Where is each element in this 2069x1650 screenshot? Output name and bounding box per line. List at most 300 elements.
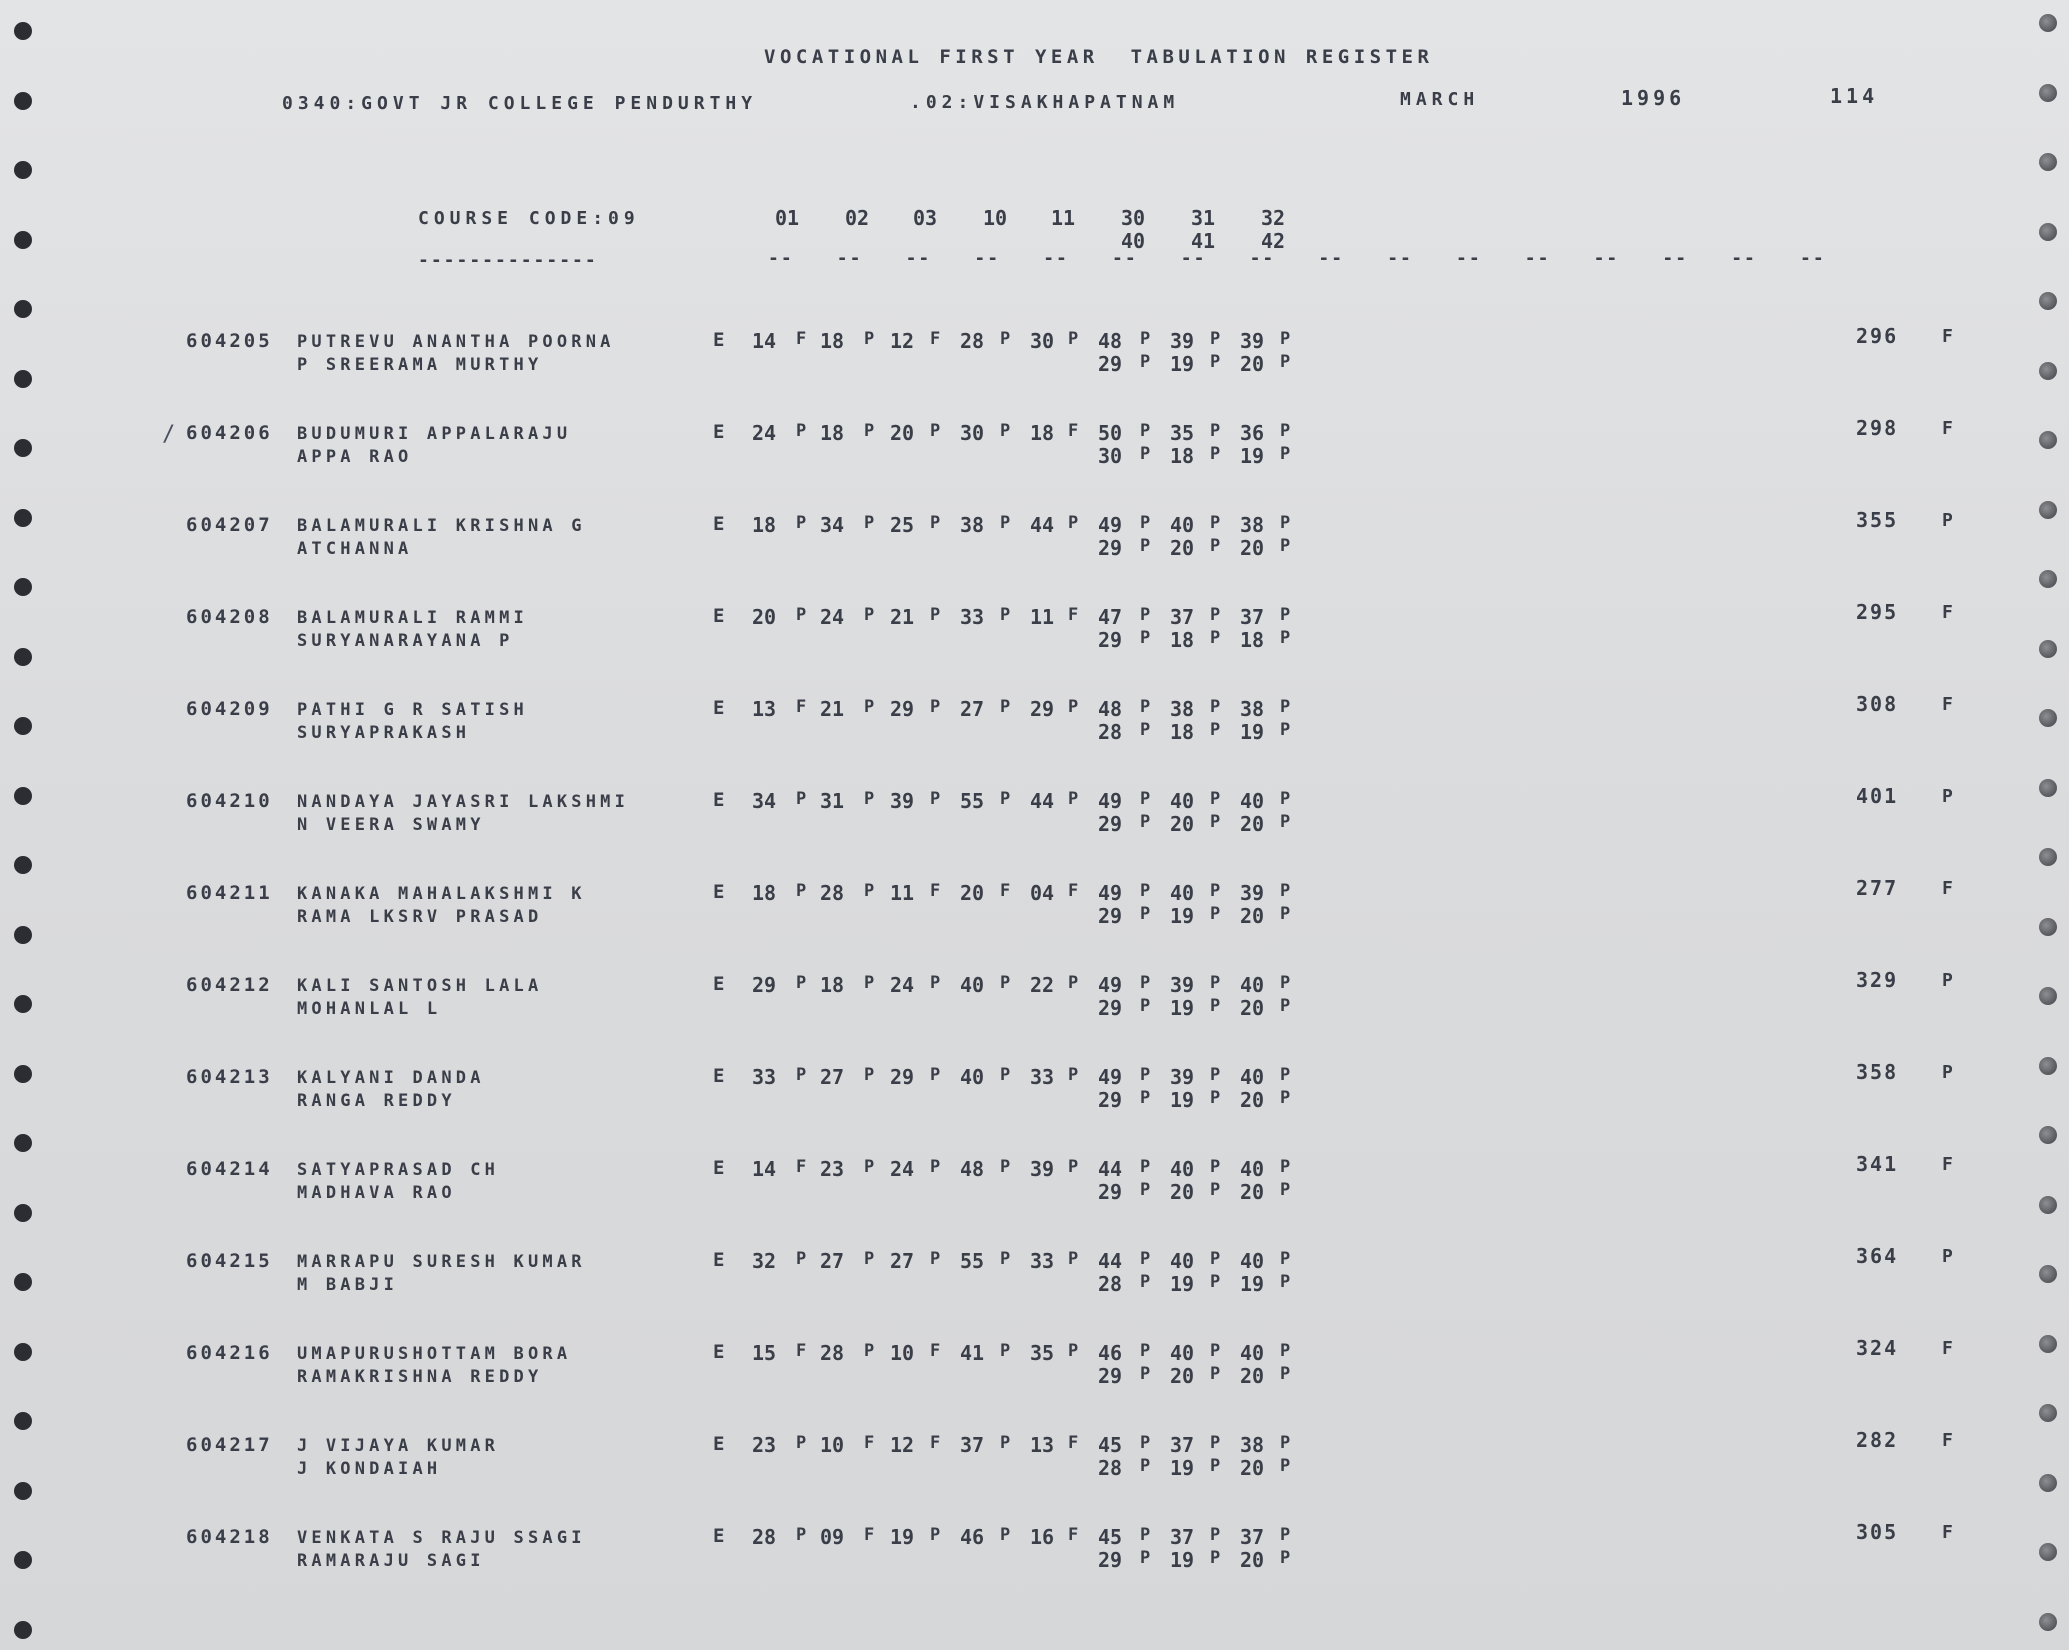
subject-mark: 34 (752, 789, 777, 813)
subject-mark: 20 (1240, 1548, 1265, 1572)
subject-status: P (1068, 1065, 1079, 1085)
subject-status: P (1280, 1157, 1291, 1177)
subject-mark: 19 (1240, 1272, 1265, 1296)
student-name: BALAMURALI KRISHNA G (297, 516, 586, 536)
table-row (0, 690, 2069, 750)
column-dash: -- (1387, 248, 1413, 269)
subject-status: P (1140, 628, 1151, 648)
subject-mark: 30 (1030, 329, 1055, 353)
student-name: MARRAPU SURESH KUMAR (297, 1252, 586, 1272)
subject-status: P (1140, 444, 1151, 464)
subject-mark: 18 (1170, 720, 1195, 744)
column-dash: -- (1112, 248, 1138, 269)
result-status: F (1942, 1522, 1953, 1543)
subject-status: P (1280, 1180, 1291, 1200)
father-name: APPA RAO (297, 447, 413, 467)
subject-mark: 20 (1240, 536, 1265, 560)
subject-mark: 38 (1170, 697, 1195, 721)
subject-status: P (1140, 904, 1151, 924)
student-name: PATHI G R SATISH (297, 700, 528, 720)
feed-hole (2039, 223, 2057, 241)
subject-status: P (1068, 1341, 1079, 1361)
subject-status: P (1210, 421, 1221, 441)
subject-mark: 29 (890, 697, 915, 721)
subject-mark: 39 (1030, 1157, 1055, 1181)
subject-status: P (1140, 536, 1151, 556)
subject-status: P (1280, 536, 1291, 556)
result-status: F (1942, 1154, 1953, 1175)
subject-mark: 18 (820, 973, 845, 997)
subject-code-02: 02 (844, 206, 870, 230)
column-dash: -- (1043, 248, 1069, 269)
subject-mark: 13 (1030, 1433, 1055, 1457)
subject-mark: 19 (1240, 720, 1265, 744)
subject-mark: 11 (890, 881, 915, 905)
subject-mark: 40 (1240, 973, 1265, 997)
student-name: BALAMURALI RAMMI (297, 608, 528, 628)
roll-number: 604215 (186, 1250, 273, 1272)
subject-status: P (1140, 1525, 1151, 1545)
subject-status: P (1280, 1341, 1291, 1361)
subject-status: F (930, 1341, 941, 1361)
subject-status: F (796, 329, 807, 349)
subject-status: P (1280, 628, 1291, 648)
subject-status: P (930, 605, 941, 625)
table-row (0, 414, 2069, 474)
page-number: 114 (1830, 84, 1879, 108)
column-dash: -- (1249, 248, 1276, 269)
subject-code-40: 40 (1120, 229, 1146, 253)
student-name: SATYAPRASAD CH (297, 1160, 500, 1180)
table-row (0, 1242, 2069, 1302)
feed-hole (14, 578, 32, 596)
column-dash: -- (1800, 248, 1826, 269)
subject-status: P (1210, 1065, 1221, 1085)
subject-mark: 39 (1240, 881, 1265, 905)
feed-hole (2039, 1126, 2057, 1144)
subject-status: P (1280, 1456, 1291, 1476)
subject-status: P (1068, 789, 1079, 809)
subject-status: P (1140, 881, 1151, 901)
medium-code: E (713, 1433, 725, 1455)
column-dash: -- (768, 248, 794, 269)
subject-mark: 48 (1098, 697, 1123, 721)
subject-mark: 18 (820, 421, 845, 445)
subject-mark: 10 (820, 1433, 845, 1457)
subject-status: P (1140, 605, 1151, 625)
father-name: RAMA LKSRV PRASAD (297, 907, 543, 927)
total-marks: 324 (1856, 1336, 1899, 1360)
father-name: MADHAVA RAO (297, 1183, 456, 1203)
total-marks: 341 (1856, 1152, 1899, 1176)
subject-mark: 28 (752, 1525, 777, 1549)
father-name: RAMARAJU SAGI (297, 1551, 485, 1571)
roll-number: 604208 (186, 606, 273, 628)
subject-status: P (1210, 1341, 1221, 1361)
column-dash: -- (1593, 248, 1620, 269)
subject-status: P (864, 513, 875, 533)
subject-status: P (1000, 421, 1011, 441)
subject-mark: 24 (752, 421, 777, 445)
subject-mark: 20 (1240, 812, 1265, 836)
subject-status: P (1140, 720, 1151, 740)
subject-status: P (1280, 973, 1291, 993)
subject-mark: 29 (890, 1065, 915, 1089)
subject-mark: 37 (1170, 605, 1195, 629)
subject-status: F (930, 881, 941, 901)
student-name: J VIJAYA KUMAR (297, 1436, 500, 1456)
medium-code: E (713, 1525, 725, 1547)
subject-status: P (1280, 444, 1291, 464)
subject-status: P (1210, 1364, 1221, 1384)
subject-status: P (1140, 1272, 1151, 1292)
roll-number: 604205 (186, 330, 273, 352)
subject-mark: 22 (1030, 973, 1055, 997)
subject-mark: 20 (1240, 904, 1265, 928)
table-row (0, 1426, 2069, 1486)
subject-status: P (1140, 1364, 1151, 1384)
table-row (0, 874, 2069, 934)
subject-mark: 37 (1170, 1433, 1195, 1457)
subject-mark: 40 (1170, 881, 1195, 905)
subject-mark: 44 (1098, 1249, 1123, 1273)
roll-number: 604209 (186, 698, 273, 720)
feed-hole (14, 300, 32, 318)
subject-code-42: 42 (1260, 229, 1286, 253)
subject-mark: 33 (1030, 1249, 1055, 1273)
subject-mark: 29 (1098, 904, 1123, 928)
subject-mark: 25 (890, 513, 915, 537)
subject-status: P (930, 421, 941, 441)
subject-status: P (1140, 1180, 1151, 1200)
subject-status: P (796, 789, 807, 809)
subject-mark: 29 (1098, 1548, 1123, 1572)
student-name: KALI SANTOSH LALA (297, 976, 543, 996)
register-title: VOCATIONAL FIRST YEAR TABULATION REGISTER (764, 46, 1434, 68)
result-status: P (1942, 786, 1953, 807)
subject-mark: 11 (1030, 605, 1055, 629)
subject-code-41: 41 (1190, 229, 1216, 253)
college-name: 0340:GOVT JR COLLEGE PENDURTHY (282, 93, 758, 114)
subject-status: P (1000, 789, 1011, 809)
subject-status: P (1140, 1433, 1151, 1453)
total-marks: 305 (1856, 1520, 1899, 1544)
medium-code: E (713, 329, 725, 351)
subject-mark: 29 (1098, 1364, 1123, 1388)
subject-mark: 20 (890, 421, 915, 445)
subject-mark: 37 (1170, 1525, 1195, 1549)
feed-hole (2039, 1613, 2057, 1631)
subject-status: P (864, 789, 875, 809)
subject-status: P (1000, 1433, 1011, 1453)
subject-status: P (1000, 1525, 1011, 1545)
subject-mark: 45 (1098, 1433, 1123, 1457)
result-status: P (1942, 510, 1953, 531)
subject-mark: 18 (820, 329, 845, 353)
subject-status: P (1000, 1341, 1011, 1361)
medium-code: E (713, 513, 725, 535)
subject-status: P (1280, 1364, 1291, 1384)
course-code-underline: -------------- (418, 250, 598, 271)
subject-status: P (796, 973, 807, 993)
subject-mark: 40 (1240, 789, 1265, 813)
subject-status: P (1140, 812, 1151, 832)
subject-status: P (1068, 329, 1079, 349)
subject-mark: 19 (1170, 1272, 1195, 1296)
subject-status: P (930, 1065, 941, 1085)
father-name: SURYANARAYANA P (297, 631, 514, 651)
subject-mark: 12 (890, 1433, 915, 1457)
subject-status: P (1210, 996, 1221, 1016)
feed-hole (2039, 84, 2057, 102)
father-name: M BABJI (297, 1275, 399, 1295)
subject-status: P (1210, 1249, 1221, 1269)
total-marks: 296 (1856, 324, 1899, 348)
total-marks: 329 (1856, 968, 1899, 992)
subject-mark: 18 (1170, 628, 1195, 652)
column-dash: -- (836, 248, 863, 269)
subject-mark: 23 (752, 1433, 777, 1457)
subject-mark: 19 (1170, 996, 1195, 1020)
subject-status: P (1280, 697, 1291, 717)
subject-mark: 38 (960, 513, 985, 537)
subject-status: P (1000, 697, 1011, 717)
father-name: MOHANLAL L (297, 999, 442, 1019)
subject-status: F (796, 1341, 807, 1361)
table-row (0, 506, 2069, 566)
subject-status: P (1000, 1065, 1011, 1085)
subject-mark: 20 (1170, 536, 1195, 560)
roll-number: 604216 (186, 1342, 273, 1364)
subject-mark: 21 (820, 697, 845, 721)
subject-status: P (930, 789, 941, 809)
total-marks: 308 (1856, 692, 1899, 716)
medium-code: E (713, 697, 725, 719)
subject-mark: 29 (752, 973, 777, 997)
result-status: P (1942, 970, 1953, 991)
district-name: .02:VISAKHAPATNAM (910, 92, 1180, 113)
subject-mark: 49 (1098, 789, 1123, 813)
subject-mark: 18 (752, 513, 777, 537)
subject-status: P (796, 1433, 807, 1453)
subject-mark: 35 (1170, 421, 1195, 445)
feed-hole (14, 856, 32, 874)
roll-number: 604212 (186, 974, 273, 996)
subject-mark: 20 (960, 881, 985, 905)
subject-status: P (1068, 697, 1079, 717)
subject-status: F (1068, 605, 1079, 625)
subject-status: P (1210, 352, 1221, 372)
student-name: KANAKA MAHALAKSHMI K (297, 884, 586, 904)
subject-mark: 28 (1098, 1272, 1123, 1296)
subject-status: P (1280, 1065, 1291, 1085)
total-marks: 401 (1856, 784, 1899, 808)
father-name: J KONDAIAH (297, 1459, 442, 1479)
subject-mark: 19 (1170, 1456, 1195, 1480)
father-name: RANGA REDDY (297, 1091, 456, 1111)
subject-status: P (1280, 812, 1291, 832)
feed-hole (2039, 14, 2057, 32)
subject-mark: 09 (820, 1525, 845, 1549)
medium-code: E (713, 1341, 725, 1363)
subject-status: P (1280, 605, 1291, 625)
subject-status: P (930, 1249, 941, 1269)
subject-status: P (1140, 421, 1151, 441)
student-name: VENKATA S RAJU SSAGI (297, 1528, 586, 1548)
subject-code-01: 01 (774, 206, 800, 230)
subject-status: P (864, 973, 875, 993)
subject-mark: 29 (1030, 697, 1055, 721)
result-status: F (1942, 694, 1953, 715)
father-name: N VEERA SWAMY (297, 815, 485, 835)
subject-status: F (796, 1157, 807, 1177)
subject-status: P (796, 605, 807, 625)
medium-code: E (713, 881, 725, 903)
pen-tick-mark: / (162, 422, 176, 447)
subject-status: P (1210, 513, 1221, 533)
subject-status: P (1140, 1548, 1151, 1568)
exam-month: MARCH (1400, 89, 1480, 110)
subject-mark: 30 (960, 421, 985, 445)
subject-status: P (1210, 1272, 1221, 1292)
subject-status: P (1140, 329, 1151, 349)
subject-status: P (1280, 513, 1291, 533)
subject-status: P (1210, 812, 1221, 832)
subject-status: P (796, 1065, 807, 1085)
subject-status: P (1140, 1157, 1151, 1177)
subject-mark: 20 (1240, 1180, 1265, 1204)
exam-year: 1996 (1621, 86, 1686, 110)
subject-mark: 27 (890, 1249, 915, 1273)
medium-code: E (713, 1065, 725, 1087)
subject-status: P (1210, 720, 1221, 740)
column-dash: -- (974, 248, 1001, 269)
column-dash: -- (1318, 248, 1345, 269)
subject-mark: 19 (1170, 352, 1195, 376)
subject-mark: 29 (1098, 1088, 1123, 1112)
subject-mark: 28 (960, 329, 985, 353)
total-marks: 295 (1856, 600, 1899, 624)
subject-mark: 20 (1170, 1180, 1195, 1204)
subject-status: P (930, 1157, 941, 1177)
subject-mark: 48 (1098, 329, 1123, 353)
subject-mark: 20 (1240, 1364, 1265, 1388)
result-status: F (1942, 418, 1953, 439)
medium-code: E (713, 605, 725, 627)
total-marks: 298 (1856, 416, 1899, 440)
subject-status: P (1140, 697, 1151, 717)
subject-mark: 39 (1170, 973, 1195, 997)
subject-status: P (1068, 1249, 1079, 1269)
subject-code-11: 11 (1050, 206, 1076, 230)
subject-status: P (1000, 1249, 1011, 1269)
subject-status: P (1280, 1548, 1291, 1568)
subject-mark: 32 (752, 1249, 777, 1273)
column-dash: -- (1456, 248, 1482, 269)
subject-status: P (796, 1525, 807, 1545)
subject-mark: 55 (960, 789, 985, 813)
subject-status: P (1280, 329, 1291, 349)
subject-mark: 39 (1170, 1065, 1195, 1089)
subject-mark: 37 (960, 1433, 985, 1457)
subject-status: P (1280, 352, 1291, 372)
subject-status: P (1210, 444, 1221, 464)
subject-status: F (1068, 1525, 1079, 1545)
subject-status: P (930, 1525, 941, 1545)
table-row (0, 1058, 2069, 1118)
column-dash: -- (1524, 248, 1551, 269)
subject-mark: 44 (1030, 513, 1055, 537)
column-dash: -- (905, 248, 932, 269)
result-status: F (1942, 878, 1953, 899)
subject-mark: 27 (960, 697, 985, 721)
subject-status: P (864, 421, 875, 441)
total-marks: 364 (1856, 1244, 1899, 1268)
subject-status: P (1068, 1157, 1079, 1177)
table-row (0, 782, 2069, 842)
roll-number: 604207 (186, 514, 273, 536)
feed-hole (14, 22, 32, 40)
roll-number: 604218 (186, 1526, 273, 1548)
subject-mark: 20 (1170, 812, 1195, 836)
subject-mark: 28 (1098, 1456, 1123, 1480)
subject-mark: 12 (890, 329, 915, 353)
subject-status: P (1210, 1525, 1221, 1545)
subject-status: P (1280, 904, 1291, 924)
subject-mark: 40 (1240, 1341, 1265, 1365)
subject-mark: 24 (890, 973, 915, 997)
feed-hole (14, 92, 32, 110)
subject-status: P (796, 1249, 807, 1269)
feed-hole (14, 1621, 32, 1639)
subject-status: P (864, 1249, 875, 1269)
subject-status: P (1210, 904, 1221, 924)
medium-code: E (713, 1249, 725, 1271)
column-dash: -- (1662, 248, 1689, 269)
subject-mark: 38 (1240, 513, 1265, 537)
roll-number: 604211 (186, 882, 273, 904)
subject-status: P (1280, 421, 1291, 441)
subject-status: P (930, 973, 941, 993)
subject-mark: 55 (960, 1249, 985, 1273)
feed-hole (14, 231, 32, 249)
feed-hole (2039, 570, 2057, 588)
subject-mark: 29 (1098, 352, 1123, 376)
subject-status: P (864, 1065, 875, 1085)
subject-mark: 23 (820, 1157, 845, 1181)
feed-hole (14, 161, 32, 179)
subject-mark: 19 (1170, 904, 1195, 928)
subject-code-03: 03 (912, 206, 938, 230)
subject-mark: 20 (1240, 352, 1265, 376)
subject-status: P (1140, 789, 1151, 809)
subject-code-10: 10 (982, 206, 1008, 230)
subject-mark: 35 (1030, 1341, 1055, 1365)
subject-mark: 10 (890, 1341, 915, 1365)
subject-status: P (864, 1341, 875, 1361)
result-status: F (1942, 602, 1953, 623)
subject-status: P (1280, 1433, 1291, 1453)
subject-mark: 37 (1240, 605, 1265, 629)
subject-status: P (1210, 536, 1221, 556)
subject-status: P (1068, 973, 1079, 993)
subject-mark: 44 (1030, 789, 1055, 813)
subject-status: P (1280, 720, 1291, 740)
subject-mark: 20 (752, 605, 777, 629)
table-row (0, 1518, 2069, 1578)
subject-status: P (930, 697, 941, 717)
total-marks: 355 (1856, 508, 1899, 532)
